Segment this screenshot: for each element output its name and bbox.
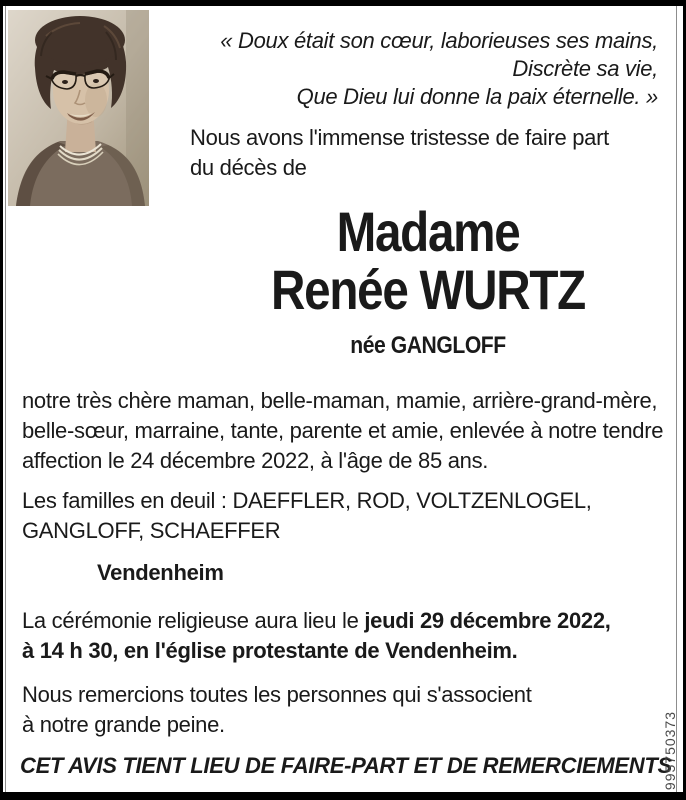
families-paragraph: Les familles en deuil : DAEFFLER, ROD, VOLTZENLOGEL, GANGLOFF, SCHAEFFER <box>22 488 592 543</box>
epigraph-line: Discrète sa vie, <box>512 56 658 81</box>
announcement-intro: Nous avons l'immense tristesse de faire part du décès de <box>190 125 609 180</box>
tribute-paragraph: notre très chère maman, belle-maman, mamie, arrière-grand-mère, belle-sœur, marraine, tante, parente et amie, enlevée à notre tendre affection le 24 décembre 2022, à l'âge de 85 ans. <box>22 388 664 473</box>
column-rule-right <box>676 6 677 792</box>
epigraph-line: « Doux était son cœur, laborieuses ses mains, <box>220 28 658 53</box>
portrait-photo <box>8 10 149 206</box>
ceremony-date: jeudi 29 décembre 2022, <box>364 608 611 633</box>
scan-edge-left <box>0 0 3 800</box>
city-name: Vendenheim <box>97 560 224 585</box>
footer-notice: CET AVIS TIENT LIEU DE FAIRE-PART ET DE REMERCIEMENTS <box>20 753 672 778</box>
epigraph-line: Que Dieu lui donne la paix éternelle. » <box>296 84 658 109</box>
reference-number: 995750373 <box>662 710 678 790</box>
epigraph <box>220 27 658 111</box>
scan-edge-top <box>0 0 686 6</box>
thanks-paragraph: Nous remercions toutes les personnes qui s'associent à notre grande peine. <box>22 682 532 737</box>
deceased-name: Renée WURTZ <box>271 258 585 321</box>
deceased-maiden-name: née GANGLOFF <box>350 332 506 359</box>
column-rule-left <box>5 6 6 792</box>
ceremony-paragraph <box>22 606 611 666</box>
deceased-title: Madame <box>336 200 520 263</box>
ceremony-prefix: La cérémonie religieuse aura lieu le <box>22 608 365 633</box>
scan-edge-bottom <box>0 792 686 800</box>
glasses-bridge <box>76 75 85 76</box>
ceremony-place: à 14 h 30, en l'église protestante de Vendenheim. <box>22 638 518 663</box>
